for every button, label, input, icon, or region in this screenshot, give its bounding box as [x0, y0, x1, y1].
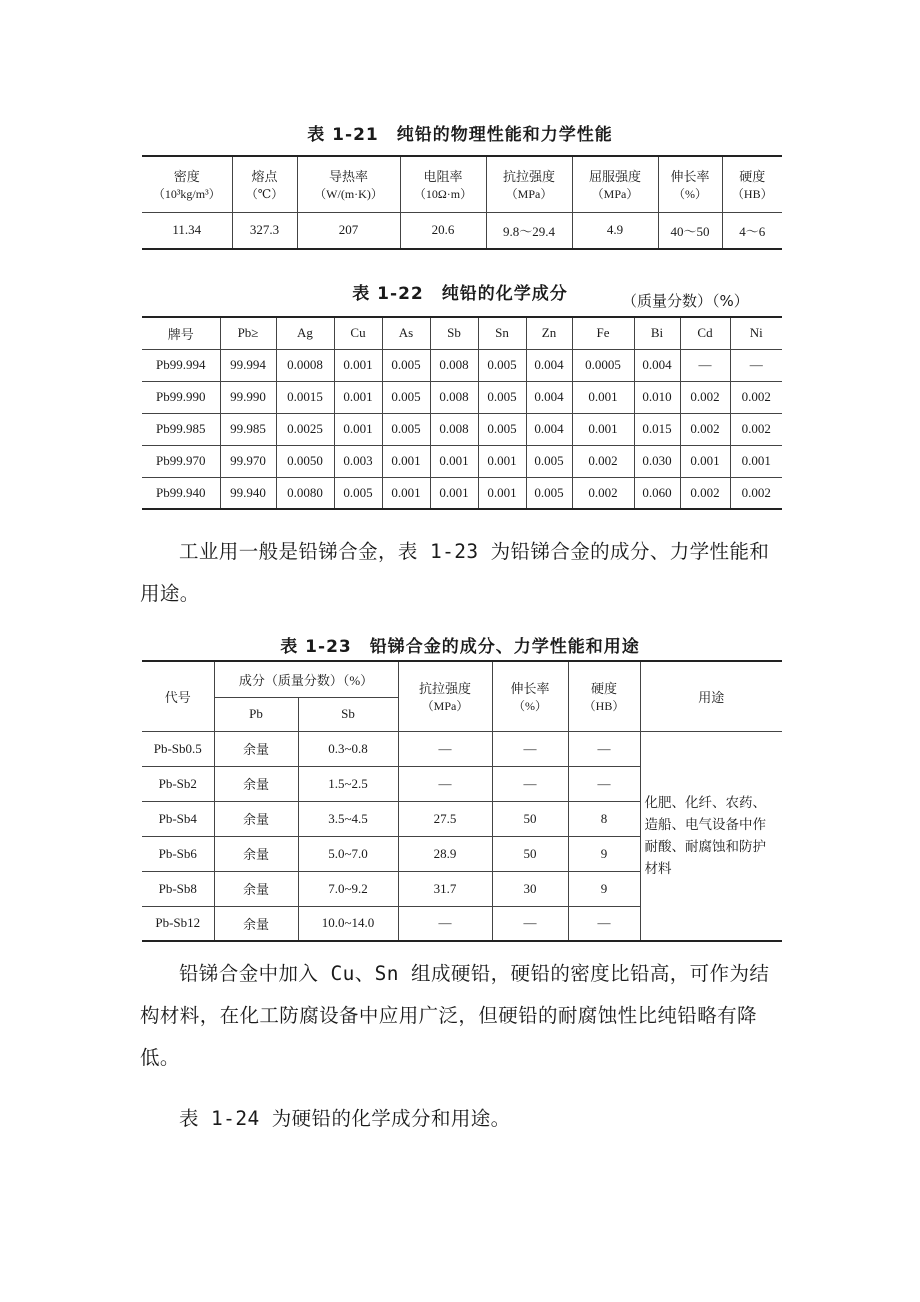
table-cell: 余量	[214, 766, 298, 801]
table-cell: 0.005	[478, 413, 526, 445]
table-cell: 0.002	[730, 477, 782, 509]
t22-header-ni: Ni	[730, 317, 782, 349]
table-cell: 50	[492, 836, 568, 871]
table-cell: 0.001	[430, 477, 478, 509]
table-cell: 0.001	[478, 445, 526, 477]
table-cell: 0.004	[634, 349, 680, 381]
table-cell: —	[680, 349, 730, 381]
table-cell: 余量	[214, 836, 298, 871]
table-cell: 0.004	[526, 349, 572, 381]
t23-header-pb: Pb	[214, 697, 298, 731]
table-cell: 余量	[214, 801, 298, 836]
table-cell: 11.34	[142, 212, 232, 249]
table-cell: 207	[297, 212, 400, 249]
table-cell: 0.010	[634, 381, 680, 413]
table-cell: 0.005	[478, 381, 526, 413]
t23-usage-cell: 化肥、化纤、农药、造船、电气设备中作耐酸、耐腐蚀和防护材料	[640, 731, 782, 941]
table-cell: Pb99.994	[142, 349, 220, 381]
table-cell: 0.0050	[276, 445, 334, 477]
table-cell: 7.0~9.2	[298, 871, 398, 906]
t21-header-hardness: 硬度 （HB）	[722, 156, 782, 212]
t21-header-resistivity: 电阻率 （10Ω·m）	[400, 156, 486, 212]
table-cell: 0.001	[572, 413, 634, 445]
table-cell: —	[492, 731, 568, 766]
table-21-caption: 表 1-21 纯铅的物理性能和力学性能	[307, 125, 613, 145]
t21-header-thermal-conductivity: 导热率 （W/(m·K)）	[297, 156, 400, 212]
t22-header-pb: Pb≥	[220, 317, 276, 349]
table-cell: 0.002	[680, 477, 730, 509]
t23-header-sb: Sb	[298, 697, 398, 731]
table-21	[142, 155, 782, 250]
table-cell: 9	[568, 871, 640, 906]
table-cell: 0.005	[382, 381, 430, 413]
table-cell: 4～6	[722, 212, 782, 249]
table-cell: 4.9	[572, 212, 658, 249]
table-cell: 0.008	[430, 349, 478, 381]
t21-header-tensile-strength: 抗拉强度 （MPa）	[486, 156, 572, 212]
table-cell: Pb-Sb8	[142, 871, 214, 906]
table-cell: Pb-Sb6	[142, 836, 214, 871]
table-cell: 0.008	[430, 381, 478, 413]
table-cell: 0.0025	[276, 413, 334, 445]
table-cell: 0.002	[680, 381, 730, 413]
t22-header-as: As	[382, 317, 430, 349]
t22-header-cd: Cd	[680, 317, 730, 349]
table-cell: 余量	[214, 906, 298, 941]
table-cell: 0.001	[680, 445, 730, 477]
t22-header-fe: Fe	[572, 317, 634, 349]
table-cell: 0.001	[478, 477, 526, 509]
table-23-caption: 表 1-23 铅锑合金的成分、力学性能和用途	[280, 637, 640, 657]
table-cell: 0.002	[730, 381, 782, 413]
table-cell: 5.0~7.0	[298, 836, 398, 871]
paragraph-intro-table-24: 表 1-24 为硬铅的化学成分和用途。	[179, 1107, 511, 1130]
table-cell: 0.002	[572, 477, 634, 509]
table-cell: 0.001	[382, 477, 430, 509]
table-cell: 0.060	[634, 477, 680, 509]
table-cell: —	[568, 906, 640, 941]
t22-header-sb: Sb	[430, 317, 478, 349]
table-cell: 3.5~4.5	[298, 801, 398, 836]
table-cell: 0.015	[634, 413, 680, 445]
table-cell: Pb-Sb4	[142, 801, 214, 836]
table-cell: 9	[568, 836, 640, 871]
table-cell: 50	[492, 801, 568, 836]
table-cell: 0.005	[478, 349, 526, 381]
table-cell: —	[568, 731, 640, 766]
t22-header-sn: Sn	[478, 317, 526, 349]
table-cell: 28.9	[398, 836, 492, 871]
t23-header-tensile-strength: 抗拉强度 （MPa）	[398, 661, 492, 731]
table-cell: 0.005	[382, 413, 430, 445]
table-cell: Pb99.990	[142, 381, 220, 413]
t23-header-hardness: 硬度 （HB）	[568, 661, 640, 731]
table-cell: 0.001	[334, 413, 382, 445]
table-row	[142, 731, 782, 766]
table-row	[142, 349, 782, 381]
table-22-header-row	[142, 317, 782, 349]
table-cell: 10.0~14.0	[298, 906, 398, 941]
table-cell: 40～50	[658, 212, 722, 249]
table-cell: —	[730, 349, 782, 381]
table-cell: 99.970	[220, 445, 276, 477]
table-cell: Pb99.970	[142, 445, 220, 477]
table-cell: Pb-Sb2	[142, 766, 214, 801]
table-cell: —	[492, 906, 568, 941]
table-cell: 9.8～29.4	[486, 212, 572, 249]
table-cell: 0.0005	[572, 349, 634, 381]
table-row	[142, 212, 782, 249]
table-cell: 0.004	[526, 413, 572, 445]
table-cell: 0.005	[334, 477, 382, 509]
table-cell: 余量	[214, 731, 298, 766]
table-cell: 20.6	[400, 212, 486, 249]
table-cell: 1.5~2.5	[298, 766, 398, 801]
table-cell: 0.001	[430, 445, 478, 477]
t23-header-composition: 成分（质量分数）（%）	[214, 661, 398, 697]
t22-header-zn: Zn	[526, 317, 572, 349]
table-cell: 0.001	[730, 445, 782, 477]
t23-header-elongation: 伸长率 （%）	[492, 661, 568, 731]
table-cell: Pb99.985	[142, 413, 220, 445]
t23-header-usage: 用途	[640, 661, 782, 731]
table-cell: —	[398, 906, 492, 941]
table-cell: 0.003	[334, 445, 382, 477]
t22-header-grade: 牌号	[142, 317, 220, 349]
table-cell: 余量	[214, 871, 298, 906]
table-cell: 0.001	[572, 381, 634, 413]
t23-header-code: 代号	[142, 661, 214, 731]
table-cell: 0.002	[572, 445, 634, 477]
table-cell: 0.001	[334, 381, 382, 413]
table-cell: —	[398, 766, 492, 801]
t22-header-bi: Bi	[634, 317, 680, 349]
table-cell: Pb99.940	[142, 477, 220, 509]
table-cell: 0.001	[334, 349, 382, 381]
table-cell: Pb-Sb12	[142, 906, 214, 941]
table-cell: —	[492, 766, 568, 801]
t22-header-ag: Ag	[276, 317, 334, 349]
table-cell: 99.990	[220, 381, 276, 413]
table-cell: 0.0015	[276, 381, 334, 413]
table-cell: 30	[492, 871, 568, 906]
table-cell: 0.002	[680, 413, 730, 445]
table-22-caption: 表 1-22 纯铅的化学成分	[352, 284, 568, 304]
table-21-header-row	[142, 156, 782, 212]
table-cell: 0.005	[526, 445, 572, 477]
table-cell: 0.3~0.8	[298, 731, 398, 766]
table-cell: 327.3	[232, 212, 297, 249]
table-cell: 0.030	[634, 445, 680, 477]
t21-header-melting-point: 熔点 （℃）	[232, 156, 297, 212]
table-cell: 27.5	[398, 801, 492, 836]
t22-header-cu: Cu	[334, 317, 382, 349]
table-23	[142, 660, 782, 942]
table-row	[142, 445, 782, 477]
paragraph-intro-table-23: 工业用一般是铅锑合金，表 1-23 为铅锑合金的成分、力学性能和用途。	[140, 540, 770, 605]
table-row	[142, 381, 782, 413]
table-cell: 99.994	[220, 349, 276, 381]
table-cell: —	[568, 766, 640, 801]
t21-header-elongation: 伸长率 （%）	[658, 156, 722, 212]
paragraph-hard-lead: 铅锑合金中加入 Cu、Sn 组成硬铅，硬铅的密度比铅高，可作为结构材料，在化工防腐设备中应用广泛，但硬铅的耐腐蚀性比纯铅略有降低。	[140, 962, 770, 1069]
table-cell: 0.008	[430, 413, 478, 445]
table-cell: Pb-Sb0.5	[142, 731, 214, 766]
table-cell: 0.0080	[276, 477, 334, 509]
table-cell: 0.0008	[276, 349, 334, 381]
t21-header-yield-strength: 屈服强度 （MPa）	[572, 156, 658, 212]
table-cell: 0.005	[526, 477, 572, 509]
table-cell: 0.001	[382, 445, 430, 477]
table-cell: 0.002	[730, 413, 782, 445]
table-cell: 99.940	[220, 477, 276, 509]
table-cell: 0.005	[382, 349, 430, 381]
table-cell: 8	[568, 801, 640, 836]
table-22	[142, 316, 782, 510]
table-22-unit: （质量分数）（%）	[622, 292, 749, 310]
table-23-header-row-1	[142, 661, 782, 697]
table-cell: 99.985	[220, 413, 276, 445]
t21-header-density: 密度 （10³kg/m³）	[142, 156, 232, 212]
table-row	[142, 477, 782, 509]
table-cell: 0.004	[526, 381, 572, 413]
table-cell: —	[398, 731, 492, 766]
table-cell: 31.7	[398, 871, 492, 906]
table-row	[142, 413, 782, 445]
